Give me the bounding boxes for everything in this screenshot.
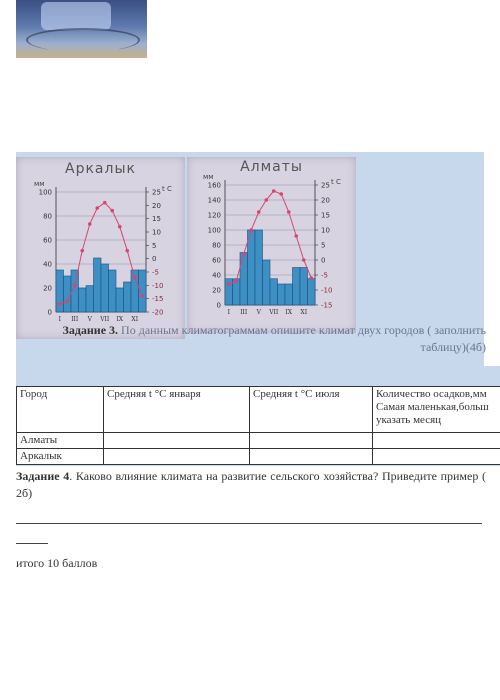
left-tick-label: 80 bbox=[43, 212, 52, 221]
table-cell[interactable] bbox=[373, 433, 500, 449]
temperature-point bbox=[234, 279, 238, 283]
month-label: IX bbox=[116, 316, 124, 323]
temperature-point bbox=[118, 225, 122, 229]
right-tick-label: 20 bbox=[321, 196, 330, 205]
right-tick-label: -5 bbox=[321, 271, 328, 280]
table-cell: Алматы bbox=[17, 433, 104, 449]
table-header-row bbox=[17, 387, 500, 433]
right-tick-label: 10 bbox=[321, 226, 330, 235]
left-tick-label: 60 bbox=[212, 256, 221, 265]
precipitation-bar bbox=[293, 268, 301, 306]
temperature-point bbox=[294, 234, 298, 238]
temperature-point bbox=[65, 300, 69, 304]
chart-svg bbox=[16, 157, 185, 339]
right-tick-label: 20 bbox=[152, 201, 161, 210]
task-4-label: Задание 4 bbox=[16, 469, 70, 483]
right-tick-label: 10 bbox=[152, 228, 161, 237]
table-cell[interactable] bbox=[104, 449, 250, 465]
left-tick-label: 20 bbox=[212, 286, 221, 295]
precipitation-bar bbox=[308, 279, 316, 305]
temperature-point bbox=[110, 209, 114, 213]
left-tick-label: 0 bbox=[47, 308, 52, 317]
temperature-point bbox=[242, 252, 246, 256]
precipitation-bar bbox=[101, 264, 109, 312]
precipitation-bar bbox=[240, 253, 248, 306]
temperature-point bbox=[279, 192, 283, 196]
month-label: V bbox=[87, 316, 92, 323]
chart-title: Алматы bbox=[240, 159, 303, 175]
month-label: XI bbox=[131, 316, 139, 323]
task-3-text: По данным климатограммам опишите климат двух городов ( заполнить таблицу)(4б) bbox=[118, 323, 486, 354]
left-tick-label: 120 bbox=[207, 211, 221, 220]
table-cell[interactable] bbox=[250, 433, 373, 449]
precipitation-bar bbox=[300, 268, 308, 306]
month-label: V bbox=[256, 309, 261, 316]
axis-unit-right: t C bbox=[331, 178, 341, 186]
axis-unit-right: t C bbox=[162, 185, 172, 193]
table-cell[interactable] bbox=[250, 449, 373, 465]
table-row bbox=[17, 433, 500, 449]
total-score: итого 10 баллов bbox=[16, 556, 98, 570]
month-label: IX bbox=[285, 309, 293, 316]
axis-unit-left: мм bbox=[34, 180, 45, 188]
left-tick-label: 60 bbox=[43, 236, 52, 245]
table-header-cell: Средняя t °С января bbox=[104, 387, 250, 433]
axis-unit-left: мм bbox=[203, 173, 214, 181]
temperature-point bbox=[88, 222, 92, 226]
answer-line-2[interactable] bbox=[16, 543, 48, 544]
temperature-point bbox=[257, 210, 261, 214]
temperature-point bbox=[80, 249, 84, 253]
left-tick-label: 20 bbox=[43, 284, 52, 293]
left-tick-label: 40 bbox=[43, 260, 52, 269]
header-image bbox=[16, 0, 147, 58]
temperature-point bbox=[249, 228, 253, 232]
temperature-point bbox=[95, 206, 99, 210]
left-tick-label: 100 bbox=[207, 226, 221, 235]
precipitation-bar bbox=[263, 260, 271, 305]
temperature-point bbox=[58, 302, 62, 306]
right-tick-label: 5 bbox=[152, 241, 157, 250]
answer-line[interactable] bbox=[16, 523, 482, 524]
temperature-point bbox=[103, 201, 107, 205]
table-row bbox=[17, 449, 500, 465]
precipitation-bar bbox=[270, 279, 278, 305]
left-tick-label: 0 bbox=[216, 301, 221, 310]
temperature-point bbox=[302, 258, 306, 262]
climatogram-almaty bbox=[187, 157, 356, 333]
right-tick-label: 0 bbox=[152, 255, 157, 264]
precipitation-bar bbox=[86, 286, 94, 312]
month-label: VII bbox=[100, 316, 110, 323]
task-3-label: Задание 3. bbox=[62, 323, 119, 337]
precipitation-bar bbox=[248, 230, 256, 305]
left-tick-label: 100 bbox=[38, 188, 52, 197]
left-tick-label: 140 bbox=[207, 196, 221, 205]
left-tick-label: 80 bbox=[212, 241, 221, 250]
precipitation-bar bbox=[94, 258, 102, 312]
precipitation-bar bbox=[116, 288, 124, 312]
chart-title: Аркалык bbox=[65, 161, 136, 177]
precipitation-bar bbox=[278, 284, 286, 305]
right-tick-label: 15 bbox=[152, 215, 161, 224]
climatogram-arkalyk bbox=[16, 157, 185, 339]
left-tick-label: 160 bbox=[207, 181, 221, 190]
right-tick-label: 0 bbox=[321, 256, 326, 265]
month-label: III bbox=[71, 316, 79, 323]
temperature-point bbox=[287, 210, 291, 214]
month-label: III bbox=[240, 309, 248, 316]
table-cell: Аркалык bbox=[17, 449, 104, 465]
precipitation-bar bbox=[79, 288, 87, 312]
right-tick-label: 25 bbox=[152, 188, 161, 197]
temperature-point bbox=[272, 189, 276, 193]
header-image-glow bbox=[41, 2, 111, 30]
right-tick-label: -10 bbox=[321, 286, 333, 295]
month-label: I bbox=[227, 309, 230, 316]
climate-table bbox=[16, 386, 500, 465]
temperature-point bbox=[73, 284, 77, 288]
temperature-point bbox=[125, 249, 129, 253]
temperature-point bbox=[227, 282, 231, 286]
right-tick-label: -10 bbox=[152, 281, 164, 290]
precipitation-bar bbox=[139, 270, 147, 312]
right-tick-label: -15 bbox=[321, 301, 333, 310]
precipitation-bar bbox=[64, 276, 72, 312]
right-tick-label: -5 bbox=[152, 268, 159, 277]
temperature-point bbox=[133, 276, 137, 280]
right-tick-label: 15 bbox=[321, 211, 330, 220]
month-label: I bbox=[58, 316, 61, 323]
right-tick-label: -15 bbox=[152, 295, 164, 304]
table-header-cell: Город bbox=[17, 387, 104, 433]
task-3 bbox=[16, 322, 486, 356]
precipitation-bar bbox=[255, 230, 263, 305]
precipitation-bar bbox=[285, 284, 293, 305]
task-4 bbox=[16, 468, 486, 502]
header-image-swirl bbox=[26, 28, 140, 52]
right-tick-label: 25 bbox=[321, 181, 330, 190]
left-tick-label: 40 bbox=[212, 271, 221, 280]
month-label: VII bbox=[269, 309, 279, 316]
right-tick-label: 5 bbox=[321, 241, 326, 250]
task-3-line bbox=[16, 322, 486, 356]
precipitation-bar bbox=[109, 270, 117, 312]
right-tick-label: -20 bbox=[152, 308, 164, 317]
month-label: XI bbox=[300, 309, 308, 316]
table-cell[interactable] bbox=[104, 433, 250, 449]
table-cell[interactable] bbox=[373, 449, 500, 465]
table-header-cell: Количество осадков,мм Самая маленькая,больш указать месяц bbox=[373, 387, 500, 433]
temperature-point bbox=[264, 198, 268, 202]
temperature-point bbox=[140, 294, 144, 298]
task-4-text: . Каково влияние климата на развитие сельского хозяйства? Приведите пример ( 2б) bbox=[16, 469, 486, 500]
chart-svg bbox=[187, 157, 356, 333]
precipitation-bar bbox=[124, 282, 132, 312]
table-header-cell: Средняя t °С июля bbox=[250, 387, 373, 433]
temperature-point bbox=[309, 276, 313, 280]
